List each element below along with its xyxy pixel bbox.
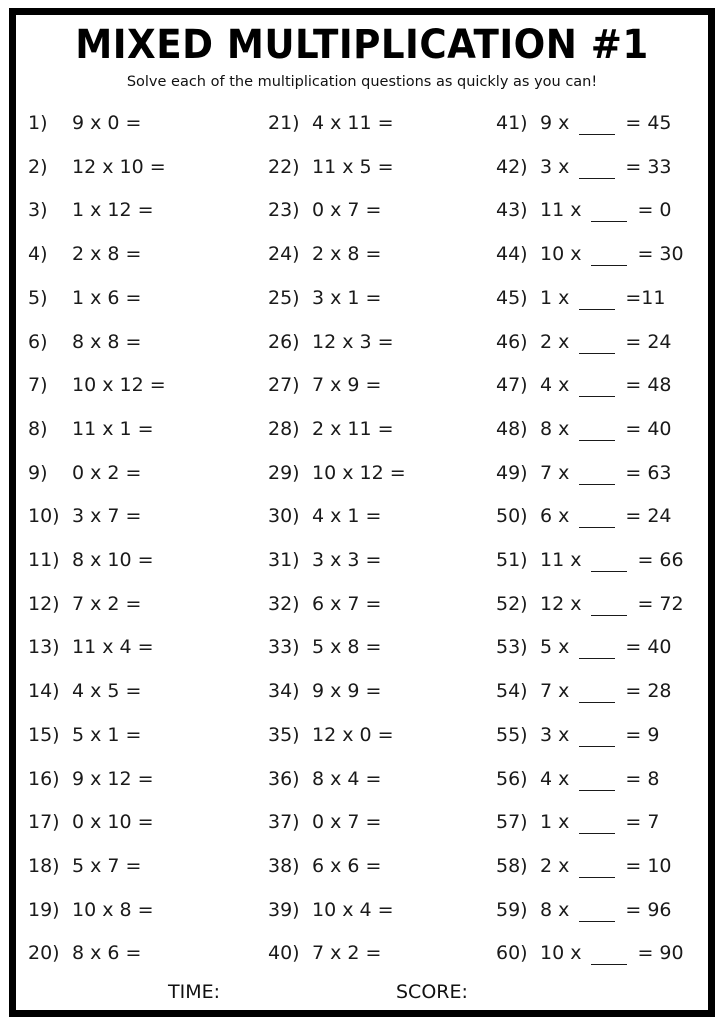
question-number: 8) — [28, 417, 48, 440]
question-number: 35) — [268, 723, 300, 746]
question-number: 6) — [28, 330, 48, 353]
question-factor: 8 x — [540, 898, 570, 921]
question-expression: 7 x 9 = — [312, 374, 382, 397]
question-expression: 3 x 1 = — [312, 286, 382, 309]
question-item — [268, 192, 381, 228]
question-factor: 9 x — [540, 112, 570, 134]
question-item — [496, 192, 672, 228]
question-expression: 0 x 7 = — [312, 199, 382, 222]
question-item — [28, 411, 154, 447]
question-expression: 5 x 7 = — [72, 854, 142, 877]
question-item — [28, 761, 154, 797]
question-item — [268, 324, 394, 360]
question-expression: 6 x 6 = — [312, 854, 382, 877]
answer-blank[interactable] — [579, 853, 615, 878]
question-item — [496, 673, 672, 709]
question-expression: 9 x 12 = — [72, 767, 154, 790]
answer-blank[interactable] — [579, 722, 615, 747]
question-number: 52) — [496, 592, 528, 615]
question-number: 5) — [28, 286, 48, 309]
question-number: 51) — [496, 549, 528, 571]
answer-blank[interactable] — [579, 110, 615, 135]
question-product: = 90 — [637, 942, 684, 965]
answer-blank[interactable] — [591, 197, 627, 222]
answer-blank[interactable] — [579, 897, 615, 922]
question-item — [28, 192, 154, 228]
question-expression: 6 x 7 = — [312, 592, 382, 615]
question-number: 22) — [268, 155, 300, 178]
question-item — [496, 892, 672, 928]
question-product: = 40 — [625, 417, 672, 440]
question-product: = 48 — [625, 374, 672, 397]
question-factor: 11 x — [540, 199, 582, 222]
question-item — [28, 280, 141, 316]
question-product: = 8 — [625, 767, 660, 790]
question-number: 37) — [268, 811, 300, 834]
question-number: 1) — [28, 112, 48, 134]
question-expression: 10 x 8 = — [72, 898, 154, 921]
question-expression: 9 x 0 = — [72, 112, 142, 134]
question-expression: 2 x 11 = — [312, 417, 394, 440]
question-number: 21) — [268, 112, 300, 134]
question-number: 26) — [268, 330, 300, 353]
question-expression: 12 x 10 = — [72, 155, 166, 178]
question-number: 53) — [496, 636, 528, 659]
question-number: 29) — [268, 461, 300, 484]
question-factor: 3 x — [540, 723, 570, 746]
answer-blank[interactable] — [579, 154, 615, 179]
question-item — [496, 149, 672, 185]
question-expression: 4 x 5 = — [72, 680, 142, 703]
question-number: 3) — [28, 199, 48, 222]
question-number: 25) — [268, 286, 300, 309]
question-item — [268, 411, 394, 447]
question-number: 20) — [28, 942, 60, 965]
question-item — [268, 673, 381, 709]
answer-blank[interactable] — [579, 329, 615, 354]
question-number: 40) — [268, 942, 300, 965]
question-expression: 11 x 1 = — [72, 417, 154, 440]
question-product: = 10 — [625, 854, 672, 877]
question-item — [496, 324, 672, 360]
question-number: 48) — [496, 417, 528, 440]
answer-blank[interactable] — [579, 809, 615, 834]
question-item — [496, 629, 672, 665]
question-item — [268, 717, 394, 753]
question-item — [496, 717, 659, 753]
question-number: 4) — [28, 243, 48, 266]
question-factor: 5 x — [540, 636, 570, 659]
question-item — [268, 542, 381, 578]
question-number: 7) — [28, 374, 48, 397]
question-item — [28, 935, 141, 971]
question-expression: 8 x 6 = — [72, 942, 142, 965]
question-item — [28, 149, 166, 185]
question-factor: 10 x — [540, 942, 582, 965]
question-expression: 0 x 2 = — [72, 461, 142, 484]
question-number: 31) — [268, 549, 300, 571]
question-number: 16) — [28, 767, 60, 790]
question-expression: 12 x 0 = — [312, 723, 394, 746]
answer-blank[interactable] — [579, 634, 615, 659]
worksheet-instructions: Solve each of the multiplication questions as quickly as you can! — [126, 74, 598, 90]
answer-blank[interactable] — [579, 766, 615, 791]
score-label: SCORE: — [396, 981, 468, 1003]
question-factor: 1 x — [540, 811, 570, 834]
question-item — [28, 586, 141, 622]
question-product: = 45 — [625, 112, 672, 134]
question-number: 43) — [496, 199, 528, 222]
question-product: = 0 — [637, 199, 672, 222]
question-number: 54) — [496, 680, 528, 703]
question-item — [496, 105, 672, 141]
question-factor: 12 x — [540, 592, 582, 615]
question-item — [268, 105, 394, 141]
question-item — [28, 105, 141, 141]
question-number: 23) — [268, 199, 300, 222]
question-factor: 1 x — [540, 286, 570, 309]
time-label: TIME: — [168, 981, 221, 1003]
question-number: 34) — [268, 680, 300, 703]
question-number: 12) — [28, 592, 60, 615]
question-item — [28, 498, 141, 534]
question-item — [268, 280, 381, 316]
question-item — [496, 804, 659, 840]
question-expression: 7 x 2 = — [72, 592, 142, 615]
question-product: = 24 — [625, 505, 672, 528]
question-item — [28, 892, 154, 928]
question-factor: 6 x — [540, 505, 570, 528]
question-number: 42) — [496, 155, 528, 178]
question-item — [28, 455, 141, 491]
question-item — [268, 848, 381, 884]
question-number: 60) — [496, 942, 528, 965]
question-item — [496, 542, 684, 578]
answer-blank[interactable] — [579, 678, 615, 703]
question-expression: 7 x 2 = — [312, 942, 382, 965]
question-item — [28, 542, 154, 578]
question-number: 46) — [496, 330, 528, 353]
question-number: 56) — [496, 767, 528, 790]
answer-blank[interactable] — [579, 285, 615, 310]
question-expression: 10 x 4 = — [312, 898, 394, 921]
question-factor: 8 x — [540, 417, 570, 440]
question-product: =11 — [625, 286, 666, 309]
question-product: = 40 — [625, 636, 672, 659]
question-product: = 7 — [625, 811, 660, 834]
question-item — [28, 848, 141, 884]
question-product: = 9 — [625, 723, 660, 746]
question-expression: 5 x 1 = — [72, 723, 142, 746]
answer-blank[interactable] — [591, 241, 627, 266]
question-item — [496, 935, 684, 971]
question-expression: 3 x 3 = — [312, 549, 382, 571]
question-product: = 96 — [625, 898, 672, 921]
question-expression: 8 x 10 = — [72, 549, 154, 571]
question-factor: 4 x — [540, 767, 570, 790]
question-item — [28, 367, 166, 403]
question-expression: 10 x 12 = — [312, 461, 406, 484]
question-expression: 5 x 8 = — [312, 636, 382, 659]
question-number: 45) — [496, 286, 528, 309]
question-item — [268, 892, 394, 928]
question-item — [496, 236, 684, 272]
question-factor: 7 x — [540, 461, 570, 484]
question-item — [28, 629, 154, 665]
question-item — [496, 848, 672, 884]
question-item — [496, 455, 672, 491]
question-item — [268, 236, 381, 272]
question-number: 44) — [496, 243, 528, 266]
question-item — [28, 324, 141, 360]
question-expression: 4 x 1 = — [312, 505, 382, 528]
question-number: 49) — [496, 461, 528, 484]
question-number: 41) — [496, 112, 528, 134]
answer-blank[interactable] — [579, 372, 615, 397]
question-factor: 2 x — [540, 330, 570, 353]
question-number: 13) — [28, 636, 60, 659]
question-expression: 1 x 6 = — [72, 286, 142, 309]
question-factor: 3 x — [540, 155, 570, 178]
question-expression: 1 x 12 = — [72, 199, 154, 222]
question-number: 58) — [496, 854, 528, 877]
question-expression: 9 x 9 = — [312, 680, 382, 703]
answer-blank[interactable] — [591, 547, 627, 572]
question-number: 33) — [268, 636, 300, 659]
question-item — [28, 236, 141, 272]
question-number: 59) — [496, 898, 528, 921]
question-item — [496, 498, 672, 534]
question-expression: 8 x 8 = — [72, 330, 142, 353]
question-product: = 33 — [625, 155, 672, 178]
question-item — [496, 280, 665, 316]
question-number: 14) — [28, 680, 60, 703]
question-expression: 11 x 5 = — [312, 155, 394, 178]
question-product: = 30 — [637, 243, 684, 266]
question-item — [268, 761, 381, 797]
question-number: 2) — [28, 155, 48, 178]
question-number: 47) — [496, 374, 528, 397]
question-number: 57) — [496, 811, 528, 834]
question-number: 27) — [268, 374, 300, 397]
question-expression: 3 x 7 = — [72, 505, 142, 528]
question-number: 18) — [28, 854, 60, 877]
question-item — [496, 367, 672, 403]
answer-blank[interactable] — [591, 940, 627, 965]
question-item — [268, 804, 381, 840]
question-number: 11) — [28, 549, 60, 571]
question-factor: 11 x — [540, 549, 582, 571]
question-number: 15) — [28, 723, 60, 746]
question-item — [28, 673, 141, 709]
question-item — [496, 761, 659, 797]
question-number: 9) — [28, 461, 48, 484]
answer-blank[interactable] — [579, 503, 615, 528]
question-number: 55) — [496, 723, 528, 746]
question-number: 36) — [268, 767, 300, 790]
question-expression: 4 x 11 = — [312, 112, 394, 134]
question-item — [28, 717, 141, 753]
question-number: 50) — [496, 505, 528, 528]
question-item — [268, 935, 381, 971]
worksheet-title: MIXED MULTIPLICATION #1 — [75, 22, 649, 68]
question-product: = 24 — [625, 330, 672, 353]
question-number: 32) — [268, 592, 300, 615]
question-number: 28) — [268, 417, 300, 440]
question-expression: 0 x 7 = — [312, 811, 382, 834]
question-product: = 28 — [625, 680, 672, 703]
question-number: 38) — [268, 854, 300, 877]
question-expression: 10 x 12 = — [72, 374, 166, 397]
question-item — [28, 804, 154, 840]
question-factor: 7 x — [540, 680, 570, 703]
question-item — [268, 367, 381, 403]
question-factor: 10 x — [540, 243, 582, 266]
question-item — [268, 149, 394, 185]
question-number: 30) — [268, 505, 300, 528]
question-product: = 63 — [625, 461, 672, 484]
question-factor: 2 x — [540, 854, 570, 877]
question-number: 17) — [28, 811, 60, 834]
question-expression: 12 x 3 = — [312, 330, 394, 353]
question-factor: 4 x — [540, 374, 570, 397]
question-expression: 8 x 4 = — [312, 767, 382, 790]
question-item — [496, 411, 672, 447]
question-expression: 11 x 4 = — [72, 636, 154, 659]
question-expression: 2 x 8 = — [72, 243, 142, 266]
question-expression: 0 x 10 = — [72, 811, 154, 834]
answer-blank[interactable] — [579, 460, 615, 485]
question-product: = 72 — [637, 592, 684, 615]
question-number: 19) — [28, 898, 60, 921]
question-product: = 66 — [637, 549, 684, 571]
question-item — [496, 586, 684, 622]
answer-blank[interactable] — [591, 591, 627, 616]
question-number: 24) — [268, 243, 300, 266]
question-number: 39) — [268, 898, 300, 921]
question-item — [268, 455, 406, 491]
question-expression: 2 x 8 = — [312, 243, 382, 266]
answer-blank[interactable] — [579, 416, 615, 441]
question-item — [268, 498, 381, 534]
question-item — [268, 586, 381, 622]
question-item — [268, 629, 381, 665]
question-number: 10) — [28, 505, 60, 528]
